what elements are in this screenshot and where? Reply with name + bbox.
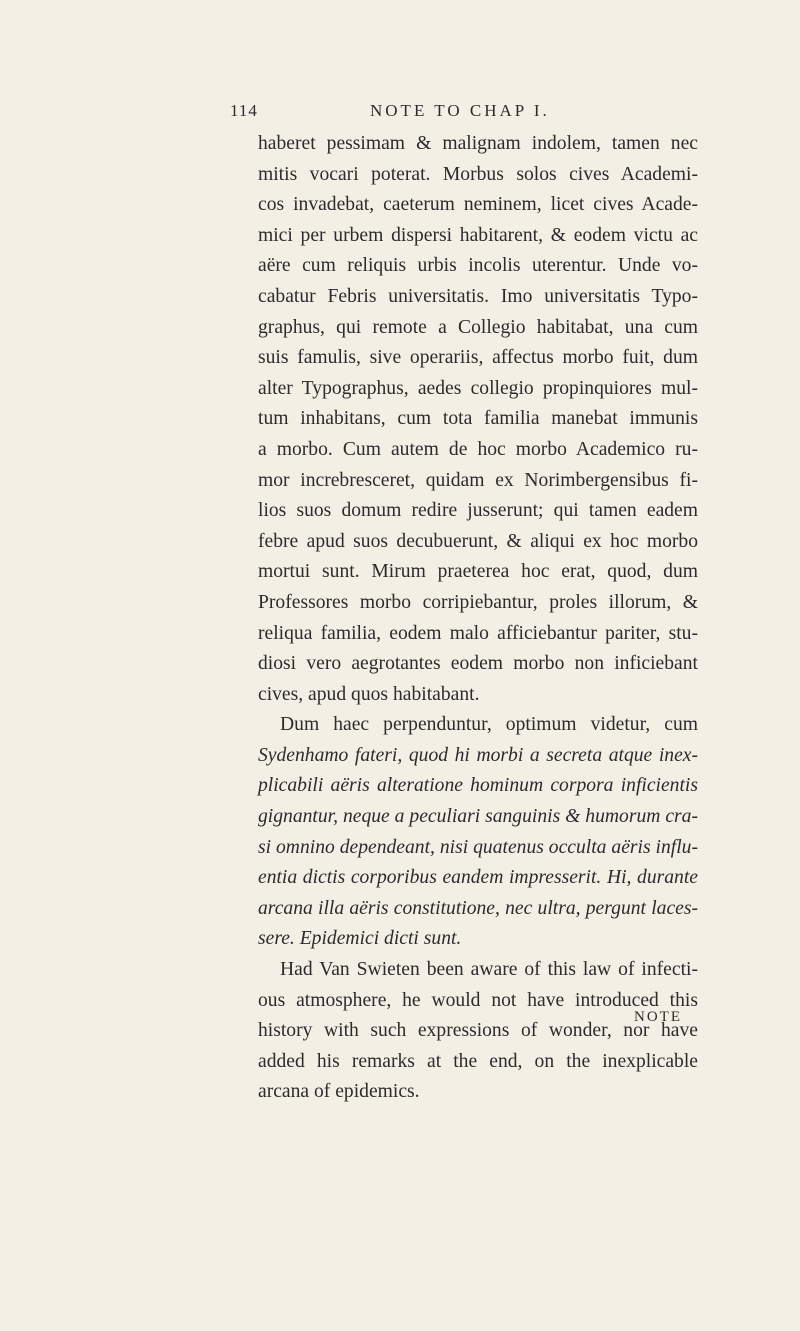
text-line: mortui sunt. Mirum praeterea hoc erat, quod, dum [258,561,698,583]
text-line: entia dictis corporibus eandem impresserit. Hi, durante [258,867,698,889]
text-line: haberet pessimam & malignam indolem, tamen nec [258,133,698,154]
text-line: arcana of epidemics. [258,1081,420,1103]
running-title: NOTE TO CHAP I. [370,101,550,120]
text-line: gignantur, neque a peculiari sanguinis & humorum cra- [258,806,698,828]
text-line: mitis vocari poterat. Morbus solos cives Academi- [258,163,698,185]
text-line: cabatur Febris universitatis. Imo universitatis Typo- [258,285,698,307]
text-line: plicabili aëris alteratione hominum corpora inficientis [258,775,698,797]
text-line: Sydenhamo fateri, quod hi morbi a secreta atque inex- [258,744,698,766]
text-line: a morbo. Cum autem de hoc morbo Academico ru- [258,438,698,460]
text-line: cos invadebat, caeterum neminem, licet cives Acade- [258,194,698,216]
text-line: aëre cum reliquis urbis incolis uterentur. Unde vo- [258,255,698,277]
page-number: 114 [230,101,258,120]
text-line: tum inhabitans, cum tota familia manebat immunis [258,408,698,430]
text-line: diosi vero aegrotantes eodem morbo non inficiebant [258,653,698,675]
text-line: febre apud suos decubuerunt, & aliqui ex hoc morbo [258,530,698,552]
text-line: suis famulis, sive operariis, affectus morbo fuit, dum [258,347,698,369]
text-line: Professores morbo corripiebantur, proles illorum, & [258,591,698,613]
text-line: graphus, qui remote a Collegio habitabat, una cum [258,316,698,338]
text-line: added his remarks at the end, on the inexplicable [258,1050,698,1072]
text-line: history with such expressions of wonder, nor have [258,1020,698,1042]
text-line: Dum haec perpenduntur, optimum videtur, cum [280,714,698,736]
text-line: mor increbresceret, quidam ex Norimbergensibus fi- [258,469,698,491]
text-line: reliqua familia, eodem malo afficiebantur pariter, stu- [258,622,698,644]
text-line: sere. Epidemici dicti sunt. [258,928,462,950]
text-line: ous atmosphere, he would not have introduced this [258,989,698,1011]
text-line: mici per urbem dispersi habitarent, & eodem victu ac [258,224,698,246]
text-line: cives, apud quos habitabant. [258,683,480,705]
text-line: lios suos domum redire jusserunt; qui tamen eadem [258,500,698,522]
text-line: alter Typographus, aedes collegio propinquiores mul- [258,377,698,399]
text-line: arcana illa aëris constitutione, nec ultra, pergunt laces- [258,897,698,919]
catchword: NOTE [634,1009,682,1025]
running-head [230,101,700,127]
text-line: Had Van Swieten been aware of this law of infecti- [280,959,698,981]
body-text [258,129,698,1108]
text-line: si omnino dependeant, nisi quatenus occulta aëris influ- [258,836,698,858]
